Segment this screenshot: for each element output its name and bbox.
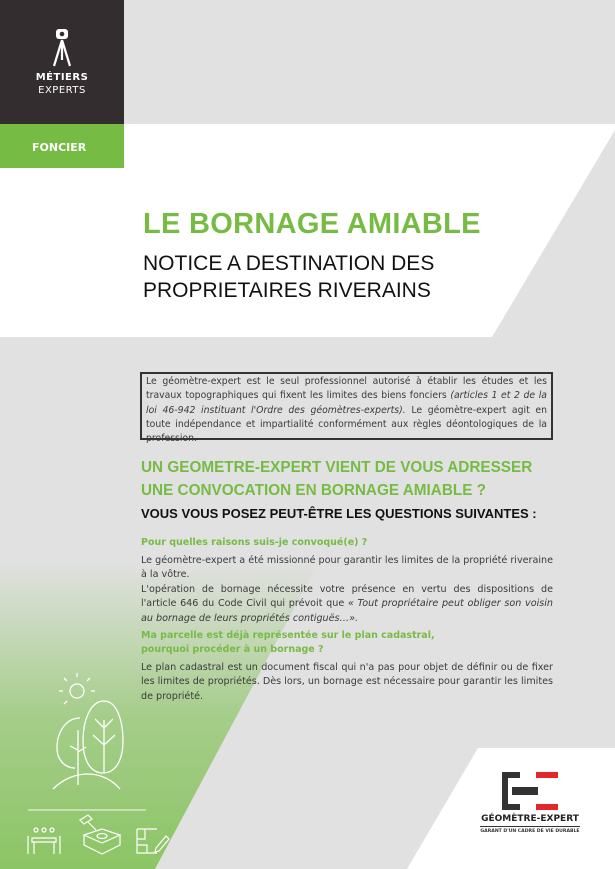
question: Ma parcelle est déjà représentée sur le plan cadastral, pourquoi procéder à un bornage ? — [141, 630, 435, 656]
section-heading: UN GEOMETRE-EXPERT VIENT DE VOUS ADRESSER UNE CONVOCATION EN BORNAGE AMIABLE ? — [141, 459, 533, 499]
logo-tagline: GARANT D'UN CADRE DE VIE DURABLE — [480, 829, 580, 834]
subtitle-line: NOTICE A DESTINATION DES — [143, 252, 435, 275]
page-subtitle — [143, 250, 434, 304]
answer-quote: « Tout propriétaire peut obliger son voisin au bornage de leurs propriétés contiguës…». — [141, 598, 553, 624]
logo-name: GÉOMÈTRE-EXPERT — [480, 814, 580, 827]
answer: Le plan cadastral est un document fiscal qui n'a pas pour objet de définir ou de fixer les limites de propriétés. Dès lors, un bornage est nécessaire pour garantir les limites de propriété. — [141, 662, 553, 702]
answer: Le géomètre-expert a été missionné pour garantir les limites de la propriété riveraine à la vôtre. — [141, 555, 553, 581]
subtitle-line: PROPRIETAIRES RIVERAINS — [143, 279, 431, 302]
qa-list — [141, 536, 553, 704]
answer — [141, 583, 553, 626]
tripod-icon — [50, 28, 74, 68]
question: Pour quelles raisons suis-je convoqué(e) ? — [141, 537, 368, 548]
page-title: LE BORNAGE AMIABLE — [143, 208, 481, 240]
intro-text: Le géomètre-expert est le seul professionnel autorisé à établir les études et les travaux topographiques qui fixent les limites des biens fonciers — [146, 376, 547, 402]
intro-box — [140, 372, 553, 445]
intro-text-end: Le géomètre-expert agit en toute indépendance et impartialité conformément aux règles déontologiques de la profession. — [146, 404, 547, 445]
geometre-expert-logo — [480, 772, 580, 834]
brand-line2: EXPERTS — [38, 85, 86, 96]
brand-block — [0, 0, 124, 124]
brand-line1: MÉTIERS — [35, 72, 89, 83]
category-label: FONCIER — [0, 124, 124, 168]
answer-text: L'opération de bornage nécessite votre présence en vertu des dispositions de l'article 646 du Code Civil qui prévoit que — [141, 583, 553, 610]
ge-logo-mark — [502, 772, 558, 810]
section-subheading: VOUS VOUS POSEZ PEUT-ÊTRE LES QUESTIONS SUIVANTES : — [141, 506, 537, 521]
intro-citation: (articles 1 et 2 de la loi 46-942 instituant l'Ordre des géomètres-experts). — [146, 390, 547, 416]
